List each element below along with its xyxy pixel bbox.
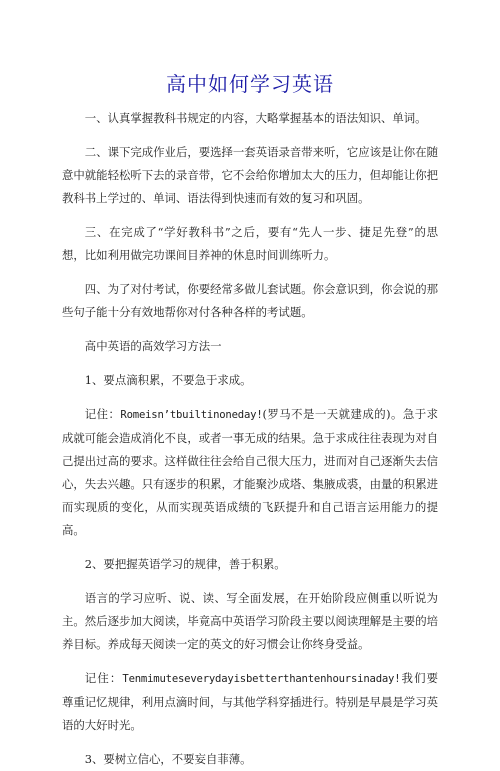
section-heading: 高中英语的高效学习方法一: [84, 339, 222, 353]
quote-paragraph-1: [62, 403, 438, 542]
quote-1-lead: 记住：: [84, 407, 121, 421]
paragraph-1: 一、认真掌握教科书规定的内容，大略掌握基本的语法知识、单词。: [84, 111, 427, 125]
quote-paragraph-2: [62, 667, 438, 737]
quote-1-text: (罗马不是一天就建成的)。急于求成就可能会造成消化不良，或者一事无成的结果。急于求成往往表现为对自己提出过高的要求。这样做往往会给自己很大压力，进而对自己逐渐失去信心，失去兴趣。只有逐步的积累，才能聚沙成塔、集腋成裘，由量的积累进而实现质的变化，从而实现英语成绩的飞跃提升和自己语言运用能力的提高。: [62, 407, 438, 537]
point-1-heading: 1、要点滴积累，不要急于求成。: [84, 373, 252, 387]
point-3-heading: 3、要树立信心，不要妄自菲薄。: [84, 752, 252, 766]
quote-2-lead: 记住：: [84, 671, 123, 685]
paragraph-4: 四、为了对付考试，你要经常多做儿套试题。你会意识到，你会说的那些句子能十分有效地帮你对付各种各样的考试题。: [62, 282, 438, 319]
paragraph-2: 二、课下完成作业后，要选择一套英语录音带来听，它应该是让你在随意中就能轻松听下去的录音带，它不会给你增加太大的压力，但却能让你把教科书上学过的、单词、语法得到快速而有效的复习和巩固。: [62, 145, 438, 205]
quote-2-english: Tenmimuteseverydayisbetterthantenhoursinaday!: [122, 673, 401, 685]
paragraph-language-learning: 语言的学习应听、说、读、写全面发展，在开始阶段应侧重以听说为主。然后逐步加大阅读，毕竟高中英语学习阶段主要以阅读理解是主要的培养目标。养成每天阅读一定的英文的好习惯会让你终身受益。: [62, 591, 438, 651]
quote-1-english: Romeisn’tbuiltinoneday!: [120, 409, 263, 421]
quote-2-text: 我们要尊重记忆规律，利用点滴时间，与其他学科穿插进行。特别是早晨是学习英语的大好时光。: [62, 671, 438, 732]
point-2-heading: 2、要把握英语学习的规律，善于积累。: [84, 557, 286, 571]
paragraph-3: 三、在完成了“学好教科书”之后，要有“先人一步、捷足先登”的思想，比如利用做完功课间目养神的休息时间训练听力。: [62, 225, 438, 262]
page-title: 高中如何学习英语: [166, 72, 334, 96]
